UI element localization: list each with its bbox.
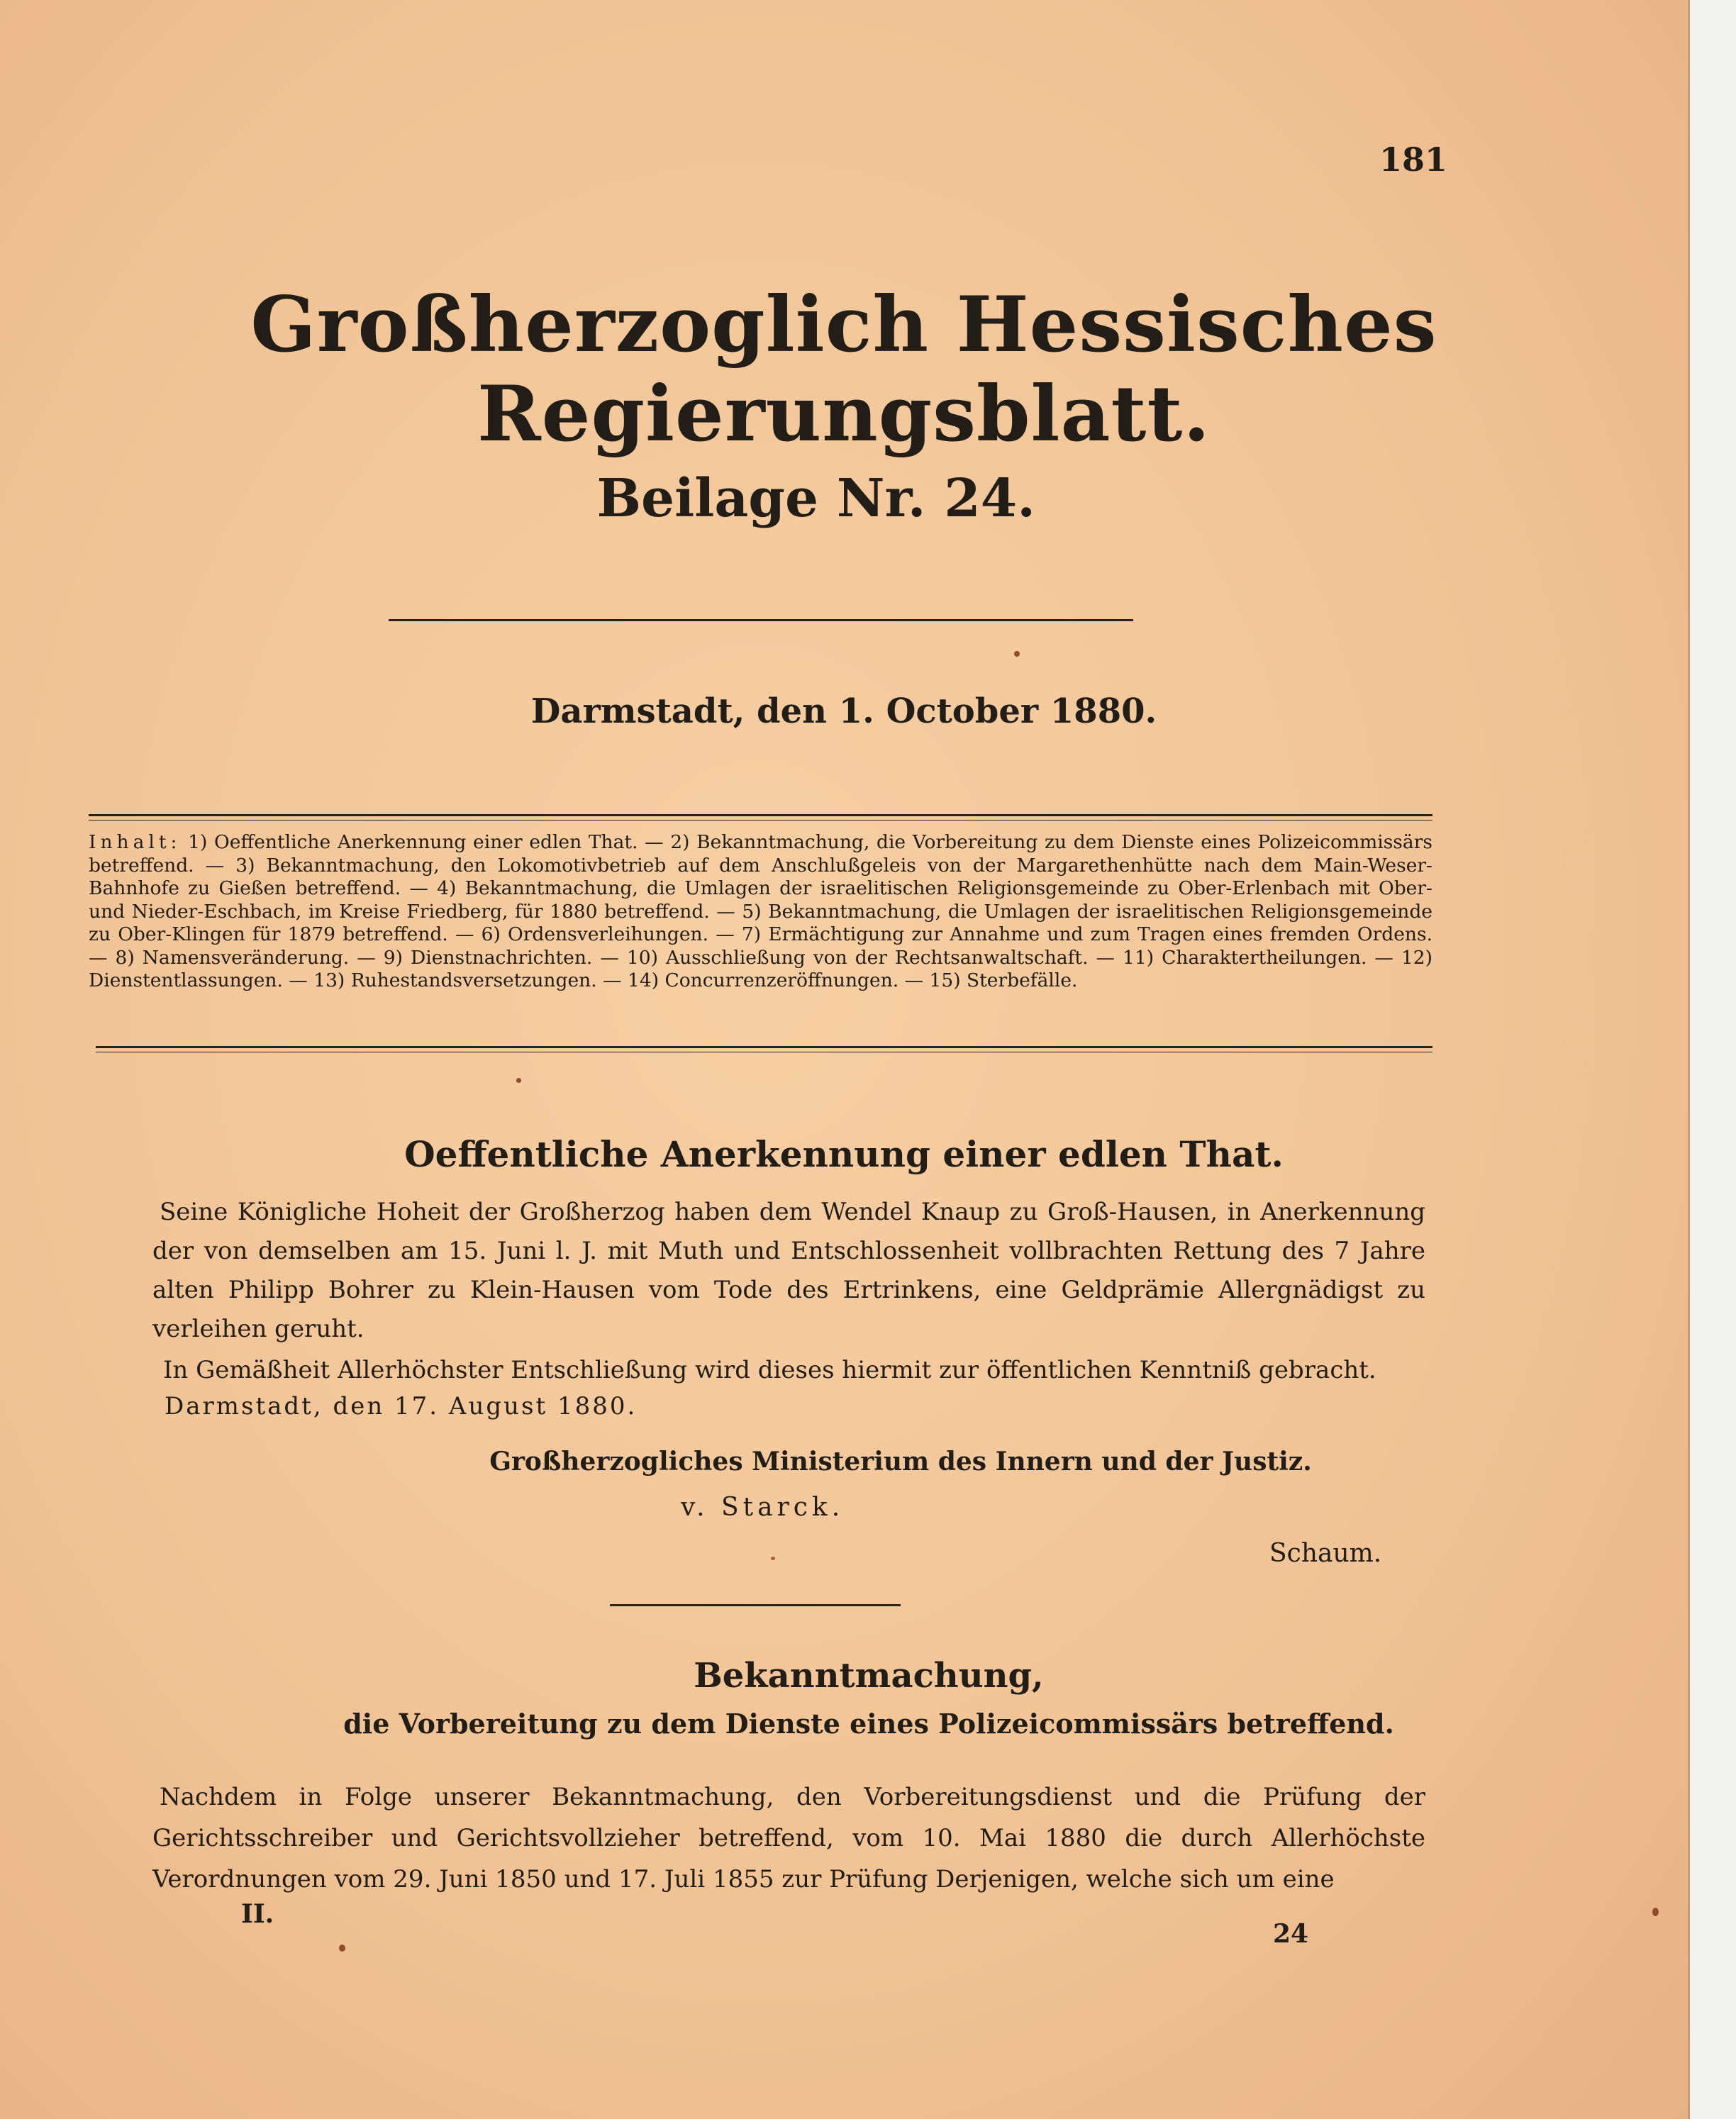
contents-top-rule-thin [89, 820, 1432, 821]
foxing-spot [339, 1945, 345, 1952]
divider-rule [389, 619, 1133, 621]
contents-text: 1) Oeffentliche Anerkennung einer edlen That. — 2) Bekanntmachung, die Vorbereitung zu dem Dienste eines Polizeicommissärs betreffend. — 3) Bekanntmachung, den Lokomotivbetrieb auf dem Anschlußgeleis von der Margarethenhütte nach dem Main-Weser-Bahnhofe zu Gießen betreffend. — 4) Bekanntmachung, die Umlagen der israelitischen Religionsgemeinde zu Ober-Erlenbach mit Ober- und Nieder-Eschbach, im Kreise Friedberg, für 1880 betreffend. — 5) Bekanntmachung, die Umlagen der israelitischen Religionsgemeinde zu Ober-Klingen für 1879 betreffend. — 6) Ordensverleihungen. — 7) Ermächtigung zur Annahme und zum Tragen eines fremden Ordens. — 8) Namensveränderung. — 9) Dienstnachrichten. — 10) Ausschließung von der Rechtsanwaltschaft. — 11) Charaktertheilungen. — 12) Dienstentlassungen. — 13) Ruhestandsversetzungen. — 14) Concurrenzeröffnungen. — 15) Sterbefälle. [89, 831, 1432, 991]
section-heading: Bekanntmachung, [694, 1656, 1044, 1696]
place-date: Darmstadt, den 17. August 1880. [165, 1392, 638, 1420]
section-heading: Oeffentliche Anerkennung einer edlen That. [404, 1133, 1284, 1175]
foxing-spot [1652, 1908, 1659, 1916]
masthead-title: Großherzoglich Hessisches Regierungsblatt. [250, 280, 1437, 459]
supplement-number: Beilage Nr. 24. [596, 468, 1035, 529]
contents-top-rule [89, 814, 1432, 816]
table-of-contents [89, 831, 1432, 993]
contents-bottom-rule [96, 1046, 1432, 1048]
countersignatory: Schaum. [1269, 1539, 1382, 1568]
foxing-spot [771, 1557, 775, 1560]
signature-mark: II. [241, 1899, 274, 1929]
section-paragraph: In Gemäßheit Allerhöchster Entschließung wird dieses hiermit zur öffentlichen Kenntniß gebracht. [163, 1356, 1376, 1384]
section-paragraph: Nachdem in Folge unserer Bekanntmachung, den Vorbereitungsdienst und die Prüfung der Gerichtsschreiber und Gerichtsvollzieher betreffend, vom 10. Mai 1880 die durch Allerhöchste Verordnungen vom 29. Juni 1850 und 17. Juli 1855 zur Prüfung Derjenigen, welche sich um eine [152, 1783, 1425, 1893]
page-edge [1688, 0, 1690, 2119]
ministry-line: Großherzogliches Ministerium des Innern und der Justiz. [489, 1447, 1312, 1476]
foxing-spot [516, 1078, 521, 1083]
signatory: v. Starck. [681, 1493, 845, 1522]
section-paragraph: Seine Königliche Hoheit der Großherzog haben dem Wendel Knaup zu Groß-Hausen, in Anerkennung der von demselben am 15. Juni l. J. mit Muth und Entschlossenheit vollbrachten Rettung des 7 Jahre alten Philipp Bohrer zu Klein-Hausen vom Tode des Ertrinkens, eine Geldprämie Allergnädigst zu verleihen geruht. [152, 1198, 1425, 1343]
page-number: 181 [1379, 140, 1448, 179]
dateline: Darmstadt, den 1. October 1880. [530, 691, 1157, 731]
sheet-number: 24 [1273, 1919, 1309, 1949]
foxing-spot [1014, 651, 1020, 657]
contents-label: Inhalt: [89, 831, 182, 853]
section-subheading: die Vorbereitung zu dem Dienste eines Polizeicommissärs betreffend. [343, 1708, 1394, 1740]
section-divider [610, 1604, 901, 1606]
